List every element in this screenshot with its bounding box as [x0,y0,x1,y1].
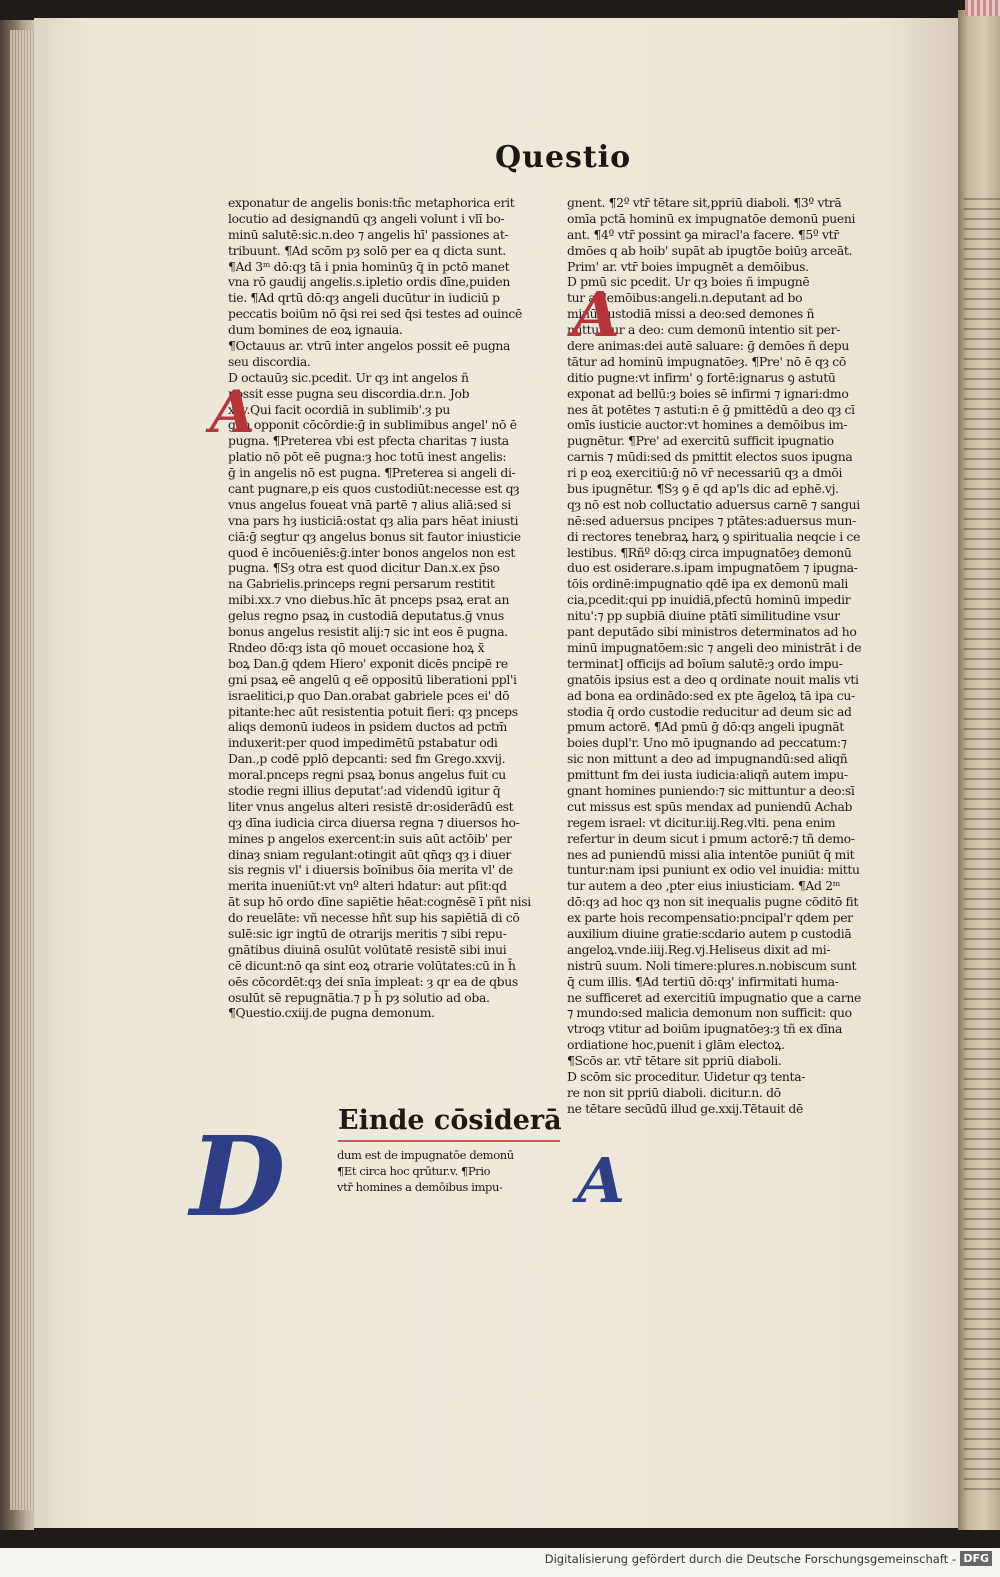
left-column-line: mibi.xx.⁊ vno diebus.hīc āt pnceps psaꝝ erat an [228,592,510,608]
left-column-line: vna rō gaudij angelis.s.ipletio ordis dīne,puiden [228,274,510,290]
dfg-logo: DFG [960,1551,992,1566]
left-column-line: xxv.Qui facit ocordiā in sublimib'.ȝ pu [228,401,451,417]
right-column-line: ne sufficeret ad exercitiū impugnatio que a carne [567,989,861,1005]
left-column-line: israelitici,p quo Dan.orabat gabriele pces ei' dō [228,687,510,703]
color-calibration-strip [965,0,1000,16]
right-column-line: cut missus est spūs mendax ad puniendū Achab [567,798,853,814]
left-column-line: sulē:sic igr ingtū de otrarijs meritis ⁊ sibi repu- [228,925,507,941]
left-column-line: sis regnis vl' i diuersis boīnibus ōia merita vl' de [228,862,513,878]
left-column-line: qȝ dīna iudicia circa diuersa regna ⁊ diuersos ho- [228,814,520,830]
right-column-line: terminat] officijs ad boīum salutē:ȝ ordo impu- [567,655,843,671]
right-column-line: exponat ad bellū:ȝ boies sē infirmi ⁊ ignari:dmo [567,385,849,401]
facing-page-edge [964,190,1000,1490]
left-column-line: bonus angelus resistit alij:⁊ sic int eos ē pugna. [228,624,508,640]
left-column-line: locutio ad designandū qȝ angeli volunt i vlī bo- [228,210,505,226]
initial-letter-primus: A [572,278,621,351]
right-column-line: gnant homines puniendo:⁊ sic mittuntur a deo:sī [567,782,855,798]
left-column-line: dum bomines de eoꝝ ignauia. [228,322,403,338]
left-column-line: exponatur de angelis bonis:tñc metaphorica erit [228,195,515,210]
right-column-line: omīs iusticie auctor:vt homines a demōibus im- [567,417,848,433]
left-column-line: oēs cōcordēt:qȝ dei snīa impleat: ȝ qr ea de qbus [228,973,518,989]
right-column-line: minū impugnatōem:sic ⁊ angeli deo ministrāt i de [567,639,862,655]
initial-letter-octauus: A [210,378,256,446]
footer-credit: Digitalisierung gefördert durch die Deutsche Forschungsgemeinschaft - [544,1552,956,1566]
left-column-line: cant pugnare,p eis quos custodiūt:necesse est qȝ [228,481,520,497]
right-column-line: cia,pcedit:qui pp inuidiā,pfectū hominū impedir [567,592,851,608]
right-column-line: D pmū sic pcedit. Ur qȝ boies ñ impugnē [567,274,810,290]
right-column-line: dō:qȝ ad hoc qȝ non sit inequalis pugne cōditō fit [567,894,858,910]
right-column-line: auxilium diuine gratie:scdario autem p custodiā [567,925,852,941]
left-column-line: gni psaꝝ eē angelū q eē oppositū liberationi ppl'i [228,671,517,687]
running-head: Questio [495,140,632,175]
left-text-column [228,195,558,1021]
left-column-line: gelus regno psaꝝ in custodiā deputatus.ḡ vnus [228,608,504,624]
section-sub-line: ¶Et circa hoc qrūtur.v. ¶Prio [337,1164,491,1178]
right-column-line: nitu':⁊ pp supbiā diuine ptātī similitudine vsur [567,608,840,624]
left-column-line: moral.pnceps regni psaꝝ bonus angelus fuit cu [228,767,506,783]
left-column-line: tie. ¶Ad qrtū dō:qȝ angeli ducūtur in iudiciū p [228,290,500,306]
left-column-line: possit esse pugna seu discordia.dr.n. Job [228,385,470,401]
right-column-line: pmum actorē. ¶Ad pmū ḡ dō:qȝ angeli ipugnāt [567,719,844,735]
left-column-line: āt sup hō ordo dīne sapiētie hēat:cognēsē ī pñt nisi [228,894,531,910]
right-column-line: tuntur:nam ipsi puniunt ex odio vel inuidia: mittu [567,862,860,878]
right-column-line: gnent. ¶2º vtr̄ tētare sit,ppriū diaboli. ¶3º vtrā [567,195,842,210]
right-column-line: boies dupl'r. Uno mō ipugnando ad peccatum:⁊ [567,735,847,751]
right-column-line: nistrū suum. Noli timere:plures.n.nobiscum sunt [567,957,857,973]
left-column-line: do reuelāte: vñ necesse hñt sup his sapiētiā di cō [228,910,520,926]
right-column-line: regem israel: vt dicitur.iij.Reg.vlti. pena enim [567,814,836,830]
left-column-line: quod ē incōueniēs:ḡ.inter bonos angelos non est [228,544,516,560]
left-column-line: Rndeo dō:qȝ ista qō mouet occasione hoꝝ x̄ [228,639,485,655]
right-column-line: omīa pctā hominū ex impugnatōe demonū pueni [567,210,856,226]
section-heading: Einde cōsiderā [338,1105,562,1136]
right-column-line: lestibus. ¶Rñº dō:qȝ circa impugnatōeȝ demonū [567,544,852,560]
right-column-line: ne tētare secūdū illud ge.xxij.Tētauit dē [567,1100,803,1116]
right-column-line: tur a demōibus:angeli.n.deputant ad bo [567,290,803,306]
left-column-line: tribuunt. ¶Ad scōm pȝ solō per ea q dicta sunt. [228,242,506,258]
left-column-line: aliqs demonū iudeos in psidem ductos ad pctm̄ [228,719,508,735]
right-text-column [567,195,922,1117]
right-column-line: pmittunt fm dei iusta iudicia:aliqñ autem impu- [567,767,848,783]
left-column-line: vnus angelus foueat vnā partē ⁊ alius aliā:sed si [228,496,511,512]
right-column-line: q̄ cum illis. ¶Ad tertiū dō:qȝ' infirmitati huma- [567,973,839,989]
right-column-line: carnis ⁊ mūdi:sed ds pmittit electos suos ipugna [567,449,853,465]
left-column-line: dinaȝ sniam regulant:otingit aūt qn̄qȝ qȝ i diuer [228,846,511,862]
left-column-line: stodie regni illius deputat':ad videndū igitur q̄ [228,782,501,798]
right-column-line: qȝ nō est nob colluctatio aduersus carnē ⁊ sangui [567,496,860,512]
right-column-line: pant deputādo sibi ministros determinatos ad ho [567,624,857,640]
right-column-line: mittuntur a deo: cum demonū intentio sit per- [567,322,841,338]
right-column-line: dmōes q ab hoib' supāt ab ipugtōe boiūȝ arceāt. [567,242,853,258]
left-column-line: liter vnus angelus alteri resistē dr:osiderādū est [228,798,514,814]
left-column-line: seu discordia. [228,353,311,369]
left-column-line: gnātibus diuinā osulūt volūtatē resistē sibi inui [228,941,507,957]
left-column-line: ḡ in angelis nō est pugna. ¶Preterea si angeli di- [228,465,516,481]
left-column-line: ciā:ḡ segtur qȝ angelus bonus sit fautor iniusticie [228,528,521,544]
right-column-line: angeloꝝ.vnde.iiij.Reg.vj.Heliseus dixit ad mi- [567,941,831,957]
right-column-line: ad bona ea ordinādo:sed ex pte āgeloꝝ tā ipa cu- [567,687,855,703]
page-stack [10,30,36,1510]
left-column-line: mines p angelos exercent:in suis aūt actōib' per [228,830,512,846]
heading-rubric-line [338,1140,560,1142]
left-column-line: D octauūȝ sic.pcedit. Ur qȝ int angelos ñ [228,369,469,385]
section-sub-line: dum est de impugnatōe demonū [337,1148,514,1162]
right-column-line: nes āt potētes ⁊ astuti:n ē ḡ pmittēdū a deo qȝ cī [567,401,855,417]
right-column-line: di rectores tenebraꝝ harꝝ ꝯ spiritualia neqcie i ce [567,528,861,544]
left-column-line: pitante:hec aūt resistentia potuit fieri: qȝ pnceps [228,703,518,719]
left-column-line: merita inueniūt:vt vnº alteri hdatur: aut pſit:qd [228,878,507,894]
right-column-line: refertur in deum sicut i pmum actorē:⁊ tñ demo- [567,830,855,846]
left-column-line: platio nō pōt eē pugna:ȝ hoc totū inest angelis: [228,449,507,465]
right-column-line: tur autem a deo ,pter eius iniusticiam. ¶Ad 2ᵐ [567,878,840,894]
left-column-line: vna pars hȝ iusticiā:ostat qȝ alia pars hēat iniusti [228,512,519,528]
left-column-line: ¶Questio.cxiij.de pugna demonum. [228,1005,435,1021]
right-column-line: stodia q̄ ordo custodie reducitur ad deum sic ad [567,703,852,719]
left-column-line: pugna. ¶Preterea vbi est pfecta charitas ⁊ iusta [228,433,509,449]
right-column-line: nē:sed aduersus pncipes ⁊ ptātes:aduersus mun- [567,512,856,528]
left-column-line: cē dicunt:nō qa sint eoꝝ otrarie volūtates:cū in h̄ [228,957,516,973]
left-column-line: ¶Octauus ar. vtrū inter angelos possit eē pugna [228,338,511,354]
right-column-line: minū custodiā missi a deo:sed demones ñ [567,306,815,322]
left-column-line: ¶Ad 3ᵐ dō:qȝ tā i pnia hominūȝ q̄ in pctō manet [228,258,510,274]
right-column-line: ri p eoꝝ exercitiū:ḡ nō vr̄ necessariū qȝ a dmōi [567,465,843,481]
right-column-line: tātur ad hominū impugnatōeȝ. ¶Pre' nō ē qȝ cō [567,353,846,369]
section-subheading [337,1147,559,1195]
left-column-line: osulūt sē repugnātia.⁊ p h̄ pȝ solutio ad oba. [228,989,490,1005]
left-column-line: minū salutē:sic.n.deo ⁊ angelis hī' passiones at- [228,226,509,242]
section-sub-line: vtr̄ homines a demōibus impu- [337,1180,503,1194]
right-column-line: gnatōis ipsius est a deo q ordinate nouit malis vti [567,671,859,687]
right-column-line: vtroqȝ vtitur ad boiūm ipugnatōeȝ:ȝ tñ ex dīna [567,1021,843,1037]
right-column-line: ordiatione hoc,puenit i glām electoꝝ. [567,1037,785,1053]
right-column-line: ant. ¶4º vtr̄ possint ꝯa miracl'a facere. ¶5º vtr̄ [567,226,839,242]
right-column-line: sic non mittunt a deo ad impugnandū:sed aliqñ [567,751,848,767]
right-column-line: Prim' ar. vtr̄ boies impugnēt a demōibus. [567,258,809,274]
initial-letter-secundus: A [577,1144,626,1217]
left-column-line: Dan.,p codē pplō depcanti: sed fm Grego.xxvij. [228,751,506,767]
left-column-line: na Gabrielis.princeps regni persarum restitit [228,576,495,592]
right-column-line: ex parte hois recompensatio:pncipal'r qdem per [567,910,853,926]
right-column-line: D scōm sic proceditur. Uidetur qȝ tenta- [567,1068,806,1084]
right-column-line: pugnētur. ¶Pre' ad exercitū sufficit ipugnatio [567,433,834,449]
right-column-line: bus ipugnētur. ¶Sȝ ꝯ ē qd ap'ls dic ad ephē.vj. [567,481,839,497]
right-column-line: re non sit ppriū diaboli. dicitur.n. dō [567,1084,781,1100]
right-column-line: ⁊ mundo:sed malicia demonum non sufficit: quo [567,1005,852,1021]
right-column-line: ¶Scōs ar. vtr̄ tētare sit ppriū diaboli. [567,1053,782,1069]
right-column-line: ditio pugne:vt infirm' ꝯ fortē:ignarus ꝯ astutū [567,369,836,385]
right-column-line: tōis ordinē:impugnatio qdē ipa ex demonū mali [567,576,849,592]
left-column-line: boꝝ Dan.ḡ qdem Hiero' exponit dicēs pncipē re [228,655,508,671]
right-column-line: nes ad puniendū missi alia intentōe puniūt q̄ mit [567,846,855,862]
left-column-line: pugna. ¶Sȝ otra est quod dicitur Dan.x.ex p̄so [228,560,500,576]
right-column-line: duo est osiderare.s.ipam impugnatōem ⁊ ipugna- [567,560,858,576]
left-column-line: peccatis boiūm nō q̄si rei sed q̄si testes ad ouincē [228,306,522,322]
left-column-line: gna opponit cōcōrdie:ḡ in sublimibus angel' nō ē [228,417,517,433]
right-column-line: dere animas:dei autē saluare: ḡ demōes ñ depu [567,338,850,354]
left-column-line: induxerit:per quod impedimētū pstabatur odi [228,735,498,751]
initial-letter-deinde: D [190,1112,286,1241]
